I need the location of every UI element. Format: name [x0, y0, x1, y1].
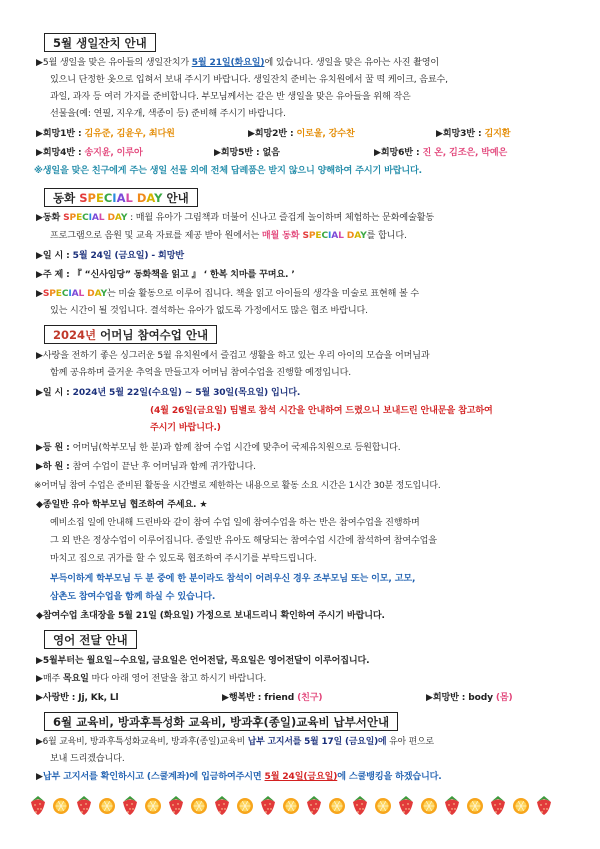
birthday-paragraph-line: 선물을(예: 연필, 지우개, 색종이 등) 준비해 주시기 바랍니다.: [50, 109, 286, 119]
special-day-line: ▶동화 SPECIAL DAY : 매월 유아가 그림책과 더불어 신나고 즐겁게 놀이하며 체험하는 문화예술활동: [36, 213, 434, 223]
mother-class-line: 마치고 집으로 귀가를 할 수 있도록 협조하여 주시기를 부탁드립니다.: [50, 554, 317, 564]
strawberry-icon: [31, 796, 45, 815]
special-day-rainbow-text: SPECIAL DAY: [79, 191, 163, 205]
strawberry-icon: [261, 796, 275, 815]
strawberry-icon: [123, 796, 137, 815]
strawberry-icon: [77, 796, 91, 815]
all-day-class-notice: ◆종일반 유아 학부모님 협조하여 주세요. ★: [36, 500, 208, 510]
fruit-decoration-border: [30, 793, 570, 817]
class-hope5-birthday: ▶희망5반 : 없음: [214, 148, 280, 158]
special-day-rainbow-text: SPECIAL DAY: [42, 289, 108, 299]
section-title-tuition: 6월 교육비, 방과후특성화 교육비, 방과후(종일)교육비 납부서안내: [44, 712, 398, 731]
orange-slice-icon: [99, 798, 115, 814]
tuition-line: ▶납부 고지서를 확인하시고 (스쿨계좌)에 입금하여주시면 5월 24일(금요일)에 스쿨뱅킹을 하겠습니다.: [36, 772, 442, 782]
class-happy-english: ▶행복반 : friend (친구): [222, 693, 323, 703]
orange-slice-icon: [329, 798, 345, 814]
mother-class-note: 주시기 바랍니다.): [150, 423, 221, 433]
invitation-notice: ◆참여수업 초대장을 5월 21일 (화요일) 가정으로 보내드리니 확인하여 주시기 바랍니다.: [36, 611, 385, 621]
class-love-english: ▶사랑반 : Jj, Kk, Ll: [36, 693, 119, 703]
section-title-mother-class: 2024년 어머님 참여수업 안내: [44, 325, 217, 344]
section-title-birthday: 5월 생일잔치 안내: [44, 33, 156, 52]
mother-class-line: 삼촌도 참여수업을 함께 하실 수 있습니다.: [50, 592, 216, 602]
class-hope-english: ▶희망반 : body (몸): [426, 693, 513, 703]
strawberry-icon: [491, 796, 505, 815]
orange-slice-icon: [145, 798, 161, 814]
section-title-english: 영어 전달 안내: [44, 630, 137, 649]
special-day-date: ▶일 시 : 5월 24일 (금요일) - 희망반: [36, 251, 184, 261]
section-title-story-special-day: 동화 SPECIAL DAY 안내: [44, 188, 198, 207]
special-day-rainbow-text: SPECIAL DAY: [63, 213, 128, 223]
strawberry-icon: [353, 796, 367, 815]
class-hope1-birthday: ▶희망1반 : 김유준, 김윤우, 최다원: [36, 129, 175, 139]
birthday-paragraph-line: 과일, 과자 등 여러 가지를 준비합니다. 부모님께서는 같은 반 생일을 맞은 유아들을 위해 작은: [50, 92, 411, 102]
english-line: ▶매주 목요일 마다 아래 영어 전달을 참고 하시기 바랍니다.: [36, 674, 267, 684]
mother-class-date: ▶일 시 : 2024년 5월 22일(수요일) ~ 5월 30일(목요일) 입니다.: [36, 388, 301, 398]
strawberry-icon: [215, 796, 229, 815]
special-day-line: ▶SPECIAL DAY는 미술 활동으로 이루어 집니다. 책을 읽고 아이들의 생각을 미술로 표현해 볼 수: [36, 289, 419, 299]
strawberry-icon: [307, 796, 321, 815]
birthday-paragraph-line: 있으니 단정한 옷으로 입혀서 보내 주시기 바랍니다. 생일잔치 준비는 유치원에서 꿀 떡 케이크, 음료수,: [50, 75, 448, 85]
orange-slice-icon: [467, 798, 483, 814]
mother-class-arrival: ▶등 원 : 어머님(학부모님 한 분)과 함께 참여 수업 시간에 맞추어 국제유치원으로 등원합니다.: [36, 443, 401, 453]
orange-slice-icon: [421, 798, 437, 814]
class-hope3-birthday: ▶희망3반 : 김지환: [436, 129, 511, 139]
orange-slice-icon: [375, 798, 391, 814]
birthday-note: ※생일을 맞은 친구에게 주는 생일 선물 외에 전체 답례품은 받지 않으니 양해하여 주시기 바랍니다.: [34, 166, 422, 176]
mother-class-line: 부득이하게 학부모님 두 분 중에 한 분이라도 참석이 어려우신 경우 조부모님 또는 이모, 고모,: [50, 574, 416, 584]
special-day-topic: ▶주 제 : 『 “신사임당” 동화책을 읽고 』 ‘ 한복 치마를 꾸며요. ’: [36, 270, 295, 280]
mother-class-line: ※어머님 참여 수업은 준비된 활동을 시간별로 제한하는 내용으로 활동 소요 시간은 1시간 30분 정도입니다.: [34, 481, 441, 491]
strawberry-icon: [399, 796, 413, 815]
strawberry-icon: [169, 796, 183, 815]
orange-slice-icon: [283, 798, 299, 814]
strawberry-icon: [537, 796, 551, 815]
orange-slice-icon: [53, 798, 69, 814]
birthday-date: 5월 21일(화요일): [191, 58, 265, 68]
mother-class-note: (4월 26일(금요일) 팀별로 참석 시간을 안내하여 드렸으니 보내드린 안내문을 참고하여: [150, 406, 493, 416]
orange-slice-icon: [237, 798, 253, 814]
mother-class-line: 그 외 반은 정상수업이 이루어집니다. 종일반 유아도 해당되는 참여수업 시간에 참석하여 참여수업을: [50, 536, 437, 546]
tuition-line: ▶6월 교육비, 방과후특성화교육비, 방과후(종일)교육비 납부 고지서를 5월 17일 (금요일)에 유아 편으로: [36, 737, 434, 747]
mother-class-line: 예비소집 일에 안내해 드린바와 같이 참여 수업 일에 참여수업을 하는 반은 참여수업을 진행하며: [50, 518, 420, 528]
mother-class-line: 함께 공유하며 즐거운 추억을 만들고자 어머님 참여수업을 진행할 예정입니다.: [50, 368, 351, 378]
tuition-line: 보내 드리겠습니다.: [50, 754, 125, 764]
mother-class-departure: ▶하 원 : 참여 수업이 끝난 후 어머님과 함께 귀가합니다.: [36, 462, 256, 472]
special-day-rainbow-text: SPECIAL DAY: [302, 231, 367, 241]
special-day-line: 있는 시간이 될 것입니다. 결석하는 유아가 없도록 가정에서도 많은 협조 바랍니다.: [50, 306, 368, 316]
orange-slice-icon: [513, 798, 529, 814]
strawberry-icon: [445, 796, 459, 815]
class-hope4-birthday: ▶희망4반 : 송지윤, 이루아: [36, 148, 143, 158]
class-hope2-birthday: ▶희망2반 : 이로울, 강수찬: [248, 129, 355, 139]
english-line: ▶5월부터는 월요일~수요일, 금요일은 언어전달, 목요일은 영어전달이 이루어집니다.: [36, 656, 370, 666]
mother-class-line: ▶사랑을 전하기 좋은 싱그러운 5월 유치원에서 즐겁고 생활을 하고 있는 우리 아이의 모습을 어머님과: [36, 351, 430, 361]
class-hope6-birthday: ▶희망6반 : 진 온, 김조은, 박예은: [374, 148, 508, 158]
special-day-line: 프로그램으로 음원 및 교육 자료를 제공 받아 원에서는 매월 동화 SPECIAL DAY를 합니다.: [50, 231, 407, 241]
birthday-paragraph-line: ▶5월 생일을 맞은 유아들의 생일잔치가 5월 21일(화요일)에 있습니다. 생일을 맞은 유아는 사진 촬영이: [36, 58, 440, 68]
orange-slice-icon: [191, 798, 207, 814]
